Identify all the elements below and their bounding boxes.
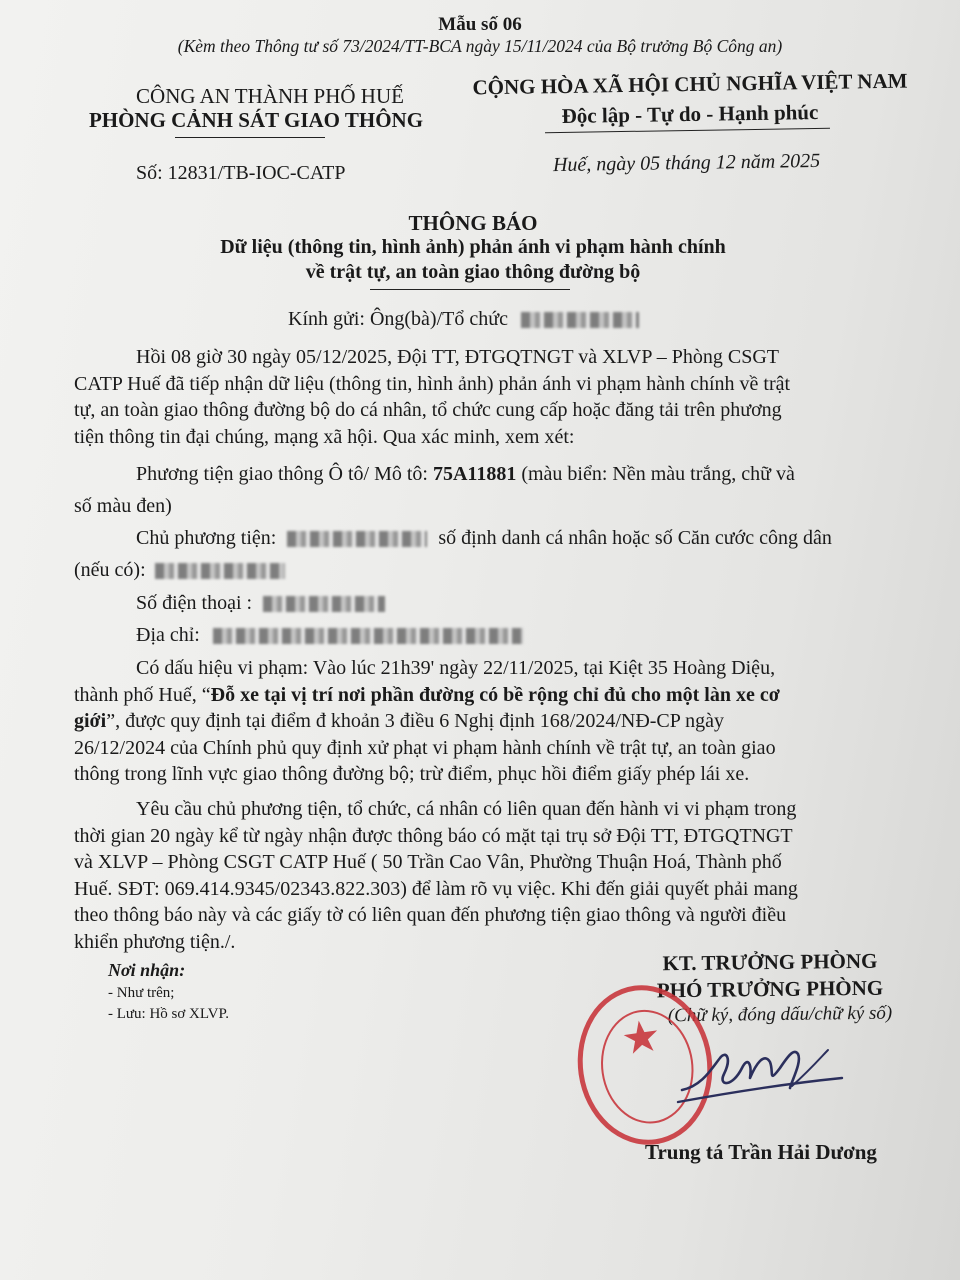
text-line: tự, an toàn giao thông đường bộ do cá nhân, tổ chức cung cấp hoặc đăng tải trên phương [74, 399, 782, 422]
paragraph-receipt [74, 344, 894, 450]
phone-label: Số điện thoại : [136, 592, 253, 614]
violation-description: Đỗ xe tại vị trí nơi phần đường có bề rộng chỉ đủ cho một làn xe cơ [210, 683, 780, 706]
text-line [74, 708, 894, 735]
seal-star-icon: ★ [618, 1010, 665, 1065]
owner-id-line [74, 559, 285, 582]
form-number: Mẫu số 06 [438, 14, 522, 35]
redacted-phone [263, 596, 385, 612]
vehicle-plate-color: (màu biển: Nền màu trắng, chữ và [516, 463, 795, 485]
agency-parent: CÔNG AN THÀNH PHỐ HUẾ [136, 84, 404, 108]
national-title: CỘNG HÒA XÃ HỘI CHỦ NGHĨA VIỆT NAM [472, 68, 908, 100]
title-underline [370, 289, 570, 290]
violation-description-end: giới [74, 710, 107, 733]
signer-name: Trung tá Trần Hải Dương [645, 1140, 877, 1164]
text-line: Hồi 08 giờ 30 ngày 05/12/2025, Đội TT, ĐTGQTNGT và XLVP – Phòng CSGT [136, 346, 779, 368]
notice-subtitle-2: về trật tự, an toàn giao thông đường bộ [305, 261, 641, 283]
violation-legal-basis: ”, được quy định tại điểm đ khoản 3 điều 6 Nghị định 168/2024/NĐ-CP ngày [106, 710, 725, 733]
document-date: Huế, ngày 05 tháng 12 năm 2025 [552, 149, 821, 177]
text-line: 26/12/2024 của Chính phủ quy định xử phạt vi phạm hành chính về trật tự, an toàn giao [74, 736, 776, 759]
text-line: CATP Huế đã tiếp nhận dữ liệu (thông tin, hình ảnh) phản ánh vi phạm hành chính về trật [74, 372, 791, 395]
recipient-item: - Lưu: Hồ sơ XLVP. [108, 1006, 229, 1022]
paragraph-request [74, 796, 894, 956]
recipients-heading: Nơi nhận: [108, 960, 186, 980]
redacted-owner-name [287, 531, 427, 547]
owner-id-label-2: (nếu có): [74, 559, 146, 581]
signature-title-1: KT. TRƯỞNG PHÒNG [662, 948, 878, 976]
handwritten-signature [672, 1028, 852, 1118]
national-slogan: Độc lập - Tự do - Hạnh phúc [561, 99, 819, 129]
redacted-owner-id [155, 563, 285, 579]
paragraph-violation [74, 655, 894, 788]
recipient-line [288, 308, 639, 331]
owner-label: Chủ phương tiện: [136, 527, 277, 549]
agency-underline [175, 137, 325, 138]
redacted-recipient [521, 312, 639, 328]
text-line: Có dấu hiệu vi phạm: Vào lúc 21h39' ngày 22/11/2025, tại Kiệt 35 Hoàng Diệu, [136, 657, 776, 679]
address-label: Địa chỉ: [136, 624, 200, 646]
vehicle-plate: 75A11881 [432, 463, 517, 485]
text-line: thời gian 20 ngày kể từ ngày nhận được thông báo có mặt tại trụ sở Đội TT, ĐTGQTNGT [74, 824, 793, 847]
text-line: khiển phương tiện./. [74, 930, 236, 953]
text-line: tiện thông tin đại chúng, mạng xã hội. Qua xác minh, xem xét: [74, 425, 575, 448]
owner-id-label: số định danh cá nhân hoặc số Căn cước công dân [438, 527, 832, 549]
document-number: Số: 12831/TB-IOC-CATP [136, 162, 346, 184]
recipient-label: Kính gửi: Ông(bà)/Tổ chức [288, 308, 508, 330]
agency-name: PHÒNG CẢNH SÁT GIAO THÔNG [88, 108, 424, 132]
vehicle-label: Phương tiện giao thông Ô tô/ Mô tô: [136, 463, 433, 485]
recipient-item: - Như trên; [108, 985, 175, 1001]
notice-subtitle-1: Dữ liệu (thông tin, hình ảnh) phản ánh vi phạm hành chính [220, 236, 726, 258]
text-line: Yêu cầu chủ phương tiện, tổ chức, cá nhân có liên quan đến hành vi vi phạm trong [136, 798, 797, 820]
violation-place: thành phố Huế, “ [74, 683, 211, 706]
form-reference: (Kèm theo Thông tư số 73/2024/TT-BCA ngày 15/11/2024 của Bộ trưởng Bộ Công an) [177, 36, 783, 56]
signature-note: (Chữ ký, đóng dấu/chữ ký số) [667, 1002, 893, 1027]
address-line [136, 624, 523, 647]
text-line: và XLVP – Phòng CSGT CATP Huế ( 50 Trần Cao Vân, Phường Thuận Hoá, Thành phố [74, 851, 782, 874]
phone-line [136, 592, 385, 615]
slogan-underline [545, 128, 830, 134]
signature-title-2: PHÓ TRƯỞNG PHÒNG [656, 975, 884, 1003]
vehicle-line [136, 463, 795, 486]
vehicle-line-2: số màu đen) [74, 495, 172, 517]
redacted-address [213, 628, 523, 644]
text-line: Huế. SĐT: 069.414.9345/02343.822.303) để làm rõ vụ việc. Khi đến giải quyết phải mang [74, 877, 798, 900]
text-line: theo thông báo này và các giấy tờ có liên quan đến phương tiện giao thông và người điều [74, 904, 787, 927]
text-line [74, 682, 894, 709]
notice-title: THÔNG BÁO [408, 211, 538, 235]
text-line: thông trong lĩnh vực giao thông đường bộ; trừ điểm, phục hồi điểm giấy phép lái xe. [74, 763, 750, 786]
owner-line [136, 527, 832, 550]
